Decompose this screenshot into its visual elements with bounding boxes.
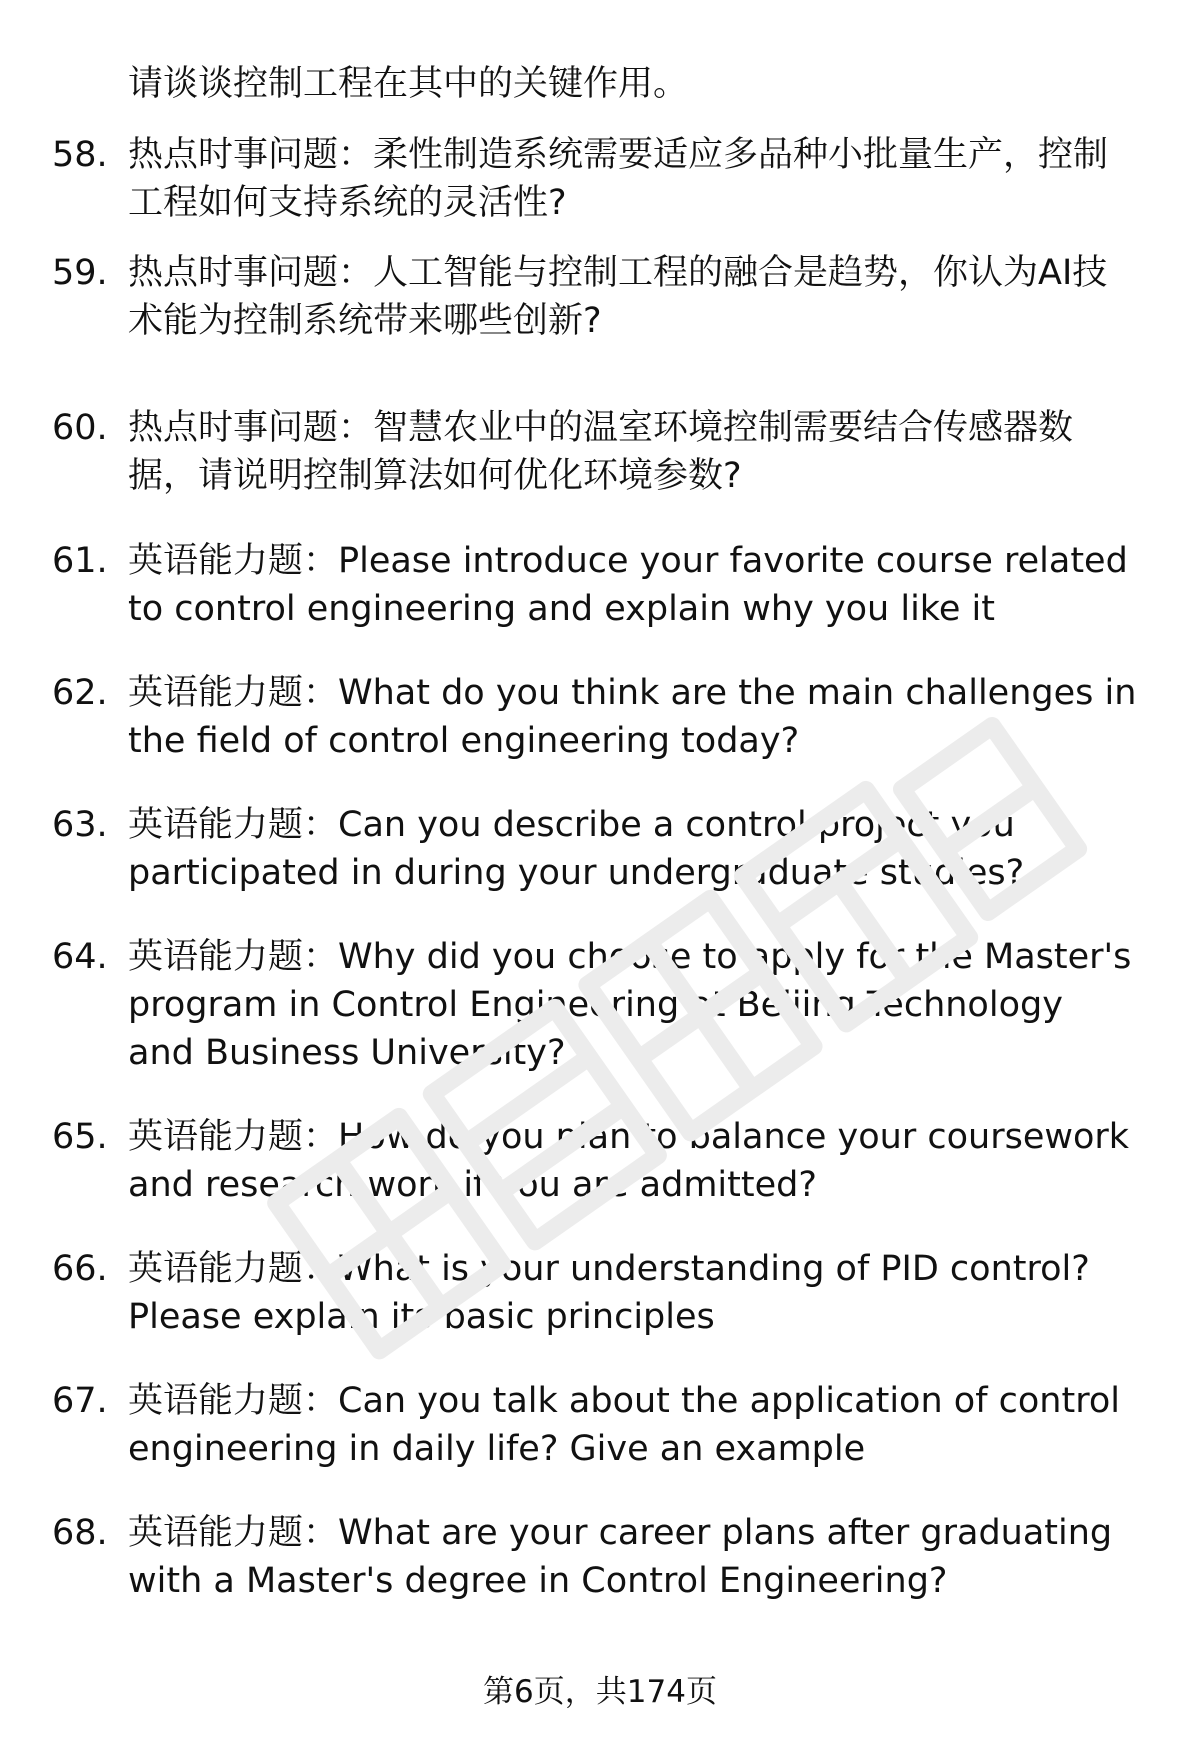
question-number: 66. — [52, 1249, 108, 1289]
question-number: 58. — [52, 135, 108, 175]
question-text: 英语能力题：Why did you choose to apply for the Master's program in Control Engineering at Beijing Technology and Business University? — [128, 937, 1132, 1073]
question-number: 63. — [52, 805, 108, 845]
list-item — [52, 131, 1152, 227]
question-text: 热点时事问题：柔性制造系统需要适应多品种小批量生产，控制工程如何支持系统的灵活性? — [128, 135, 1109, 223]
question-text: 英语能力题：How do you plan to balance your coursework and research work if you are admitted? — [128, 1117, 1130, 1205]
question-number: 59. — [52, 253, 108, 293]
question-number: 65. — [52, 1117, 108, 1157]
question-text: 热点时事问题：智慧农业中的温室环境控制需要结合传感器数据，请说明控制算法如何优化环境参数? — [128, 408, 1074, 496]
list-item — [52, 1113, 1152, 1209]
question-number: 60. — [52, 408, 108, 448]
list-item — [52, 1377, 1152, 1473]
list-item — [52, 801, 1152, 897]
question-text: 英语能力题：What is your understanding of PID control? Please explain its basic principles — [128, 1249, 1090, 1337]
question-text: 英语能力题：Can you talk about the application of control engineering in daily life? Give an example — [128, 1381, 1120, 1469]
question-text: 英语能力题：Can you describe a control project you participated in during your undergraduate studies? — [128, 805, 1025, 893]
question-number: 62. — [52, 673, 108, 713]
question-text: 英语能力题：Please introduce your favorite course related to control engineering and explain why you like it — [128, 541, 1128, 629]
list-item — [52, 669, 1152, 765]
question-number: 64. — [52, 937, 108, 977]
continued-question-text: 请谈谈控制工程在其中的关键作用。 — [128, 64, 689, 104]
list-item — [52, 1509, 1152, 1605]
list-item — [52, 404, 1152, 500]
list-item — [52, 537, 1152, 633]
question-number: 61. — [52, 541, 108, 581]
question-text: 英语能力题：What are your career plans after graduating with a Master's degree in Control Engineering? — [128, 1513, 1113, 1601]
question-text: 英语能力题：What do you think are the main challenges in the field of control engineering today? — [128, 673, 1137, 761]
question-text: 热点时事问题：人工智能与控制工程的融合是趋势，你认为AI技术能为控制系统带来哪些创新? — [128, 253, 1108, 341]
list-item — [52, 249, 1152, 345]
list-item — [52, 933, 1152, 1077]
list-item — [52, 1245, 1152, 1341]
question-number: 68. — [52, 1513, 108, 1553]
page-footer: 第6页，共174页 — [483, 1674, 717, 1710]
question-number: 67. — [52, 1381, 108, 1421]
